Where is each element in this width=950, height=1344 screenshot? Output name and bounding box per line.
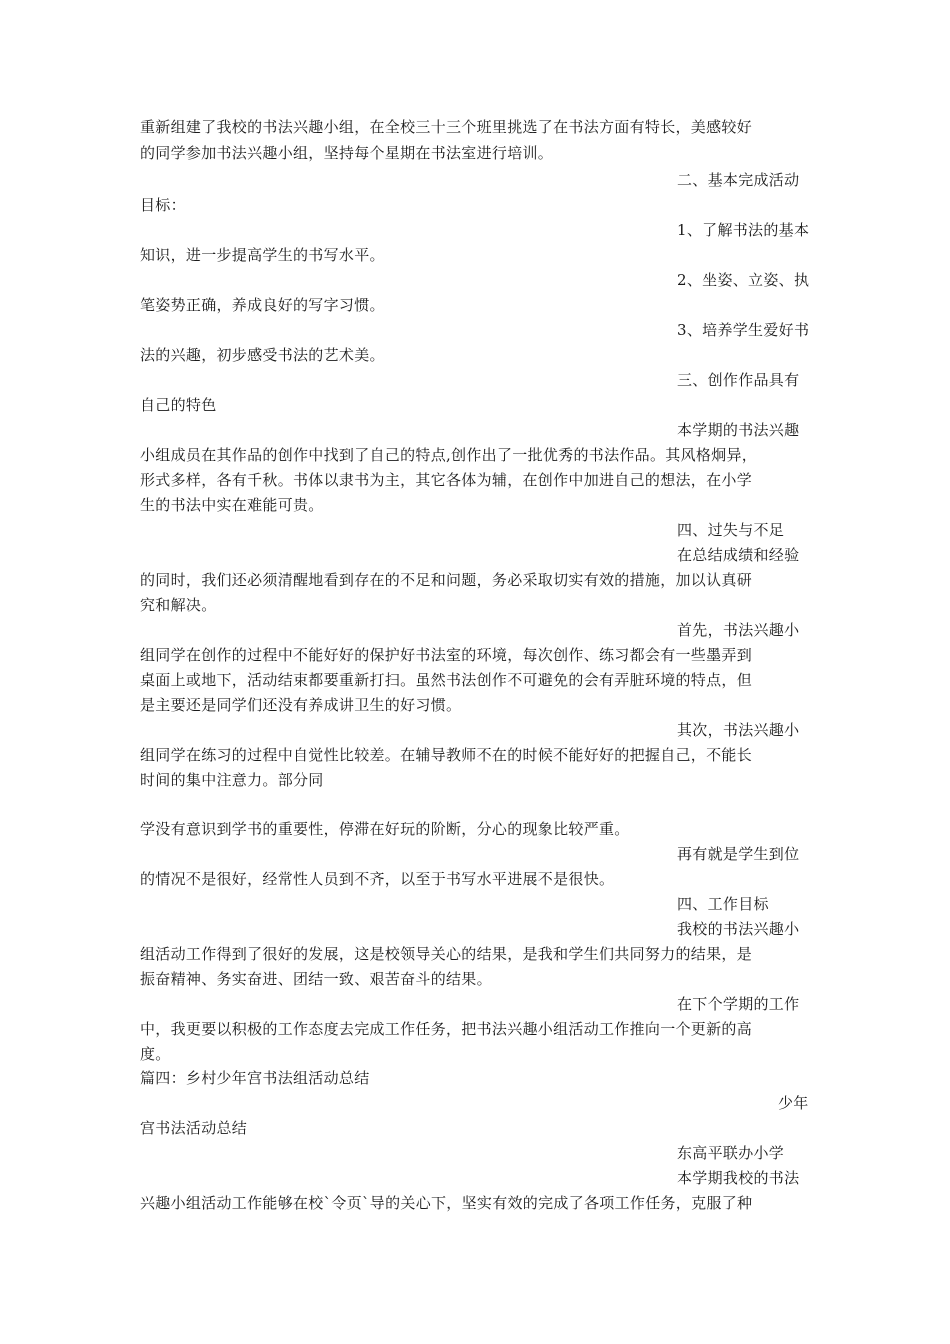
text-line: 知识，进一步提高学生的书写水平。 [140,246,385,264]
article-title-line: 宫书法活动总结 [140,1119,248,1137]
text-line: 时间的集中注意力。部分同 [140,771,324,789]
paragraph-start: 其次，书法兴趣小 [677,721,800,739]
paragraph-start: 我校的书法兴趣小 [677,920,800,938]
text-line: 组同学在创作的过程中不能好好的保护好书法室的环境，每次创作、练习都会有一些墨弄到 [140,646,753,664]
text-line: 目标： [140,196,186,214]
text-line: 法的兴趣，初步感受书法的艺术美。 [140,346,385,364]
text-line: 究和解决。 [140,596,217,614]
text-line: 的同时，我们还必须清醒地看到存在的不足和问题，务必采取切实有效的措施，加以认真研 [140,571,753,589]
text-line: 是主要还是同学们还没有养成讲卫生的好习惯。 [140,696,462,714]
text-line: 组同学在练习的过程中自觉性比较差。在辅导教师不在的时候不能好好的把握自己，不能长 [140,746,753,764]
section-heading: 四、过失与不足 [677,521,785,539]
paragraph-start: 本学期我校的书法 [677,1169,800,1187]
paragraph-start: 本学期的书法兴趣 [677,421,800,439]
text-line: 生的书法中实在难能可贵。 [140,496,324,514]
text-line: 自己的特色 [140,396,217,414]
text-line: 兴趣小组活动工作能够在校`令页`导的关心下，坚实有效的完成了各项工作任务，克服了种 [140,1194,753,1212]
section-heading: 二、基本完成活动 [677,171,800,189]
list-item-start: 1、了解书法的基本 [677,221,810,239]
section-heading: 四、工作目标 [677,895,769,913]
section-heading: 三、创作作品具有 [677,371,800,389]
list-item-start: 3、培养学生爱好书 [677,321,810,339]
list-item-start: 2、坐姿、立姿、执 [677,271,810,289]
text-line: 的同学参加书法兴趣小组，坚持每个星期在书法室进行培训。 [140,144,554,162]
article-title: 篇四：乡村少年宫书法组活动总结 [140,1069,370,1087]
text-line: 重新组建了我校的书法兴趣小组，在全校三十三个班里挑选了在书法方面有特长，美感较好 [140,118,753,136]
text-line: 组活动工作得到了很好的发展，这是校领导关心的结果，是我和学生们共同努力的结果，是 [140,945,753,963]
author-school: 东高平联办小学 [677,1144,785,1162]
text-line: 度。 [140,1045,171,1063]
paragraph-start: 在总结成绩和经验 [677,546,800,564]
paragraph-start: 再有就是学生到位 [677,845,800,863]
text-line: 笔姿势正确，养成良好的写字习惯。 [140,296,385,314]
text-line: 的情况不是很好，经常性人员到不齐，以至于书写水平进展不是很快。 [140,870,615,888]
text-line: 中，我更要以积极的工作态度去完成工作任务，把书法兴趣小组活动工作推向一个更新的高 [140,1020,753,1038]
text-line: 小组成员在其作品的创作中找到了自己的特点,创作出了一批优秀的书法作品。其风格炯异， [140,446,758,464]
text-line: 桌面上或地下，活动结束都要重新打扫。虽然书法创作不可避免的会有弄脏环境的特点，但 [140,671,753,689]
paragraph-start: 在下个学期的工作 [677,995,800,1013]
text-line: 学没有意识到学书的重要性，停滞在好玩的阶断，分心的现象比较严重。 [140,820,630,838]
text-line: 形式多样，各有千秋。书体以隶书为主，其它各体为辅，在创作中加进自己的想法，在小学 [140,471,753,489]
article-title-line: 少年 [778,1094,809,1112]
text-line: 振奋精神、务实奋进、团结一致、艰苦奋斗的结果。 [140,970,492,988]
paragraph-start: 首先，书法兴趣小 [677,621,800,639]
